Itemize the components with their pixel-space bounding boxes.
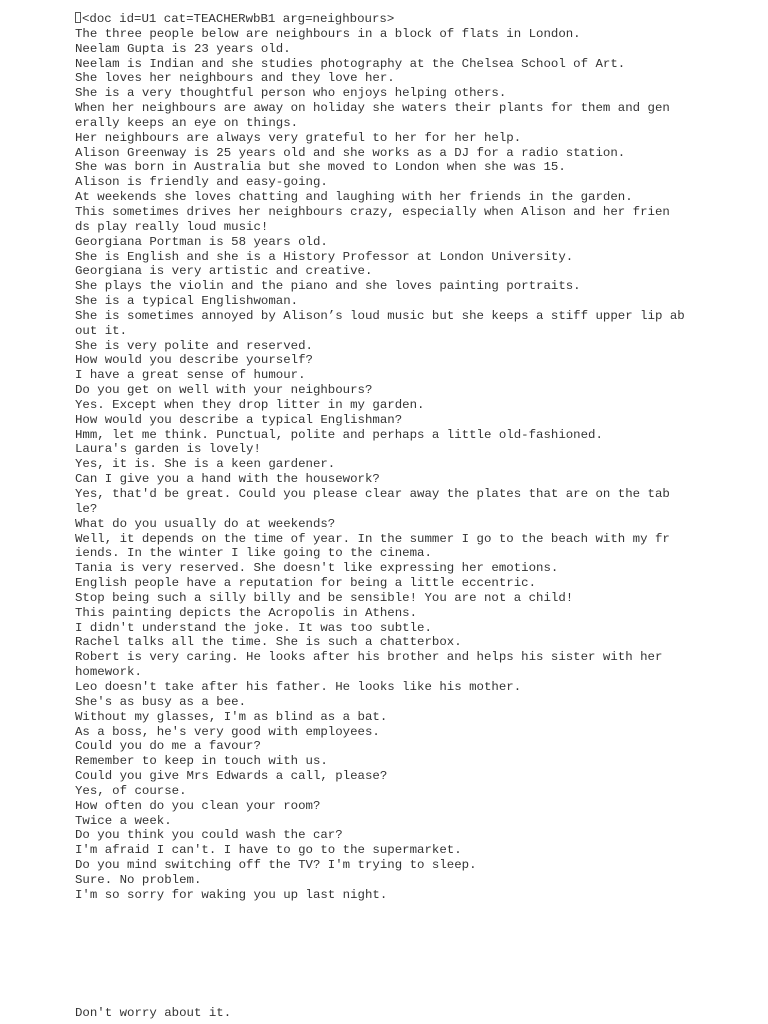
text-line: Without my glasses, I'm as blind as a bat. xyxy=(75,709,388,724)
text-line: Leo doesn't take after his father. He looks like his mother. xyxy=(75,679,522,694)
text-line: Alison Greenway is 25 years old and she works as a DJ for a radio station. xyxy=(75,145,626,160)
text-line: At weekends she loves chatting and laughing with her friends in the garden. xyxy=(75,190,633,205)
text-line: English people have a reputation for being a little eccentric. xyxy=(75,576,537,591)
text-line: She is English and she is a History Professor at London University. xyxy=(75,249,574,264)
text-line: Could you give Mrs Edwards a call, please? xyxy=(75,769,388,784)
doc-header-line xyxy=(75,12,695,27)
text-line: She loves her neighbours and they love her. xyxy=(75,71,395,86)
text-line: ds play really loud music! xyxy=(75,219,269,234)
text-line: Well, it depends on the time of year. In the summer I go to the beach with my fr xyxy=(75,531,670,546)
text-line: When her neighbours are away on holiday she waters their plants for them and gen xyxy=(75,101,670,116)
text-line: This painting depicts the Acropolis in Athens. xyxy=(75,605,418,620)
document-text xyxy=(75,12,695,903)
text-line: She was born in Australia but she moved to London when she was 15. xyxy=(75,160,566,175)
text-line: She is a typical Englishwoman. xyxy=(75,294,299,309)
text-line: Stop being such a silly billy and be sensible! You are not a child! xyxy=(75,590,574,605)
text-line: Do you get on well with your neighbours? xyxy=(75,383,373,398)
text-line: Yes, that'd be great. Could you please clear away the plates that are on the tab xyxy=(75,487,670,501)
text-line: le? xyxy=(75,501,98,516)
missing-glyph-icon xyxy=(75,12,81,23)
doc-header: <doc id=U1 cat=TEACHERwbB1 arg=neighbours> xyxy=(82,12,395,26)
text-line: As a boss, he's very good with employees. xyxy=(75,724,380,739)
text-line: She is a very thoughtful person who enjoys helping others. xyxy=(75,86,507,101)
text-line: Twice a week. xyxy=(75,813,172,828)
text-line: This sometimes drives her neighbours crazy, especially when Alison and her frien xyxy=(75,204,670,219)
text-line: Laura's garden is lovely! xyxy=(75,442,261,457)
text-line: I didn't understand the joke. It was too subtle. xyxy=(75,620,432,635)
footer-line: Don't worry about it. xyxy=(75,1006,232,1020)
text-line: Sure. No problem. xyxy=(75,872,202,887)
text-line: Robert is very caring. He looks after his brother and helps his sister with her xyxy=(75,650,663,665)
text-line: She is very polite and reserved. xyxy=(75,338,313,353)
text-line: Do you mind switching off the TV? I'm trying to sleep. xyxy=(75,858,477,873)
text-line: How would you describe a typical Englishman? xyxy=(75,412,403,427)
text-line: Can I give you a hand with the housework? xyxy=(75,472,380,487)
text-line: Do you think you could wash the car? xyxy=(75,828,343,843)
text-line: Alison is friendly and easy-going. xyxy=(75,175,328,190)
text-line: Yes, it is. She is a keen gardener. xyxy=(75,457,336,472)
text-lines xyxy=(75,27,695,903)
text-line: Tania is very reserved. She doesn't like expressing her emotions. xyxy=(75,561,559,576)
text-line: How often do you clean your room? xyxy=(75,798,321,813)
text-line: Yes, of course. xyxy=(75,783,187,798)
text-line: Yes. Except when they drop litter in my garden. xyxy=(75,397,425,412)
text-line: iends. In the winter I like going to the cinema. xyxy=(75,546,432,561)
text-line: Could you do me a favour? xyxy=(75,739,261,754)
text-line: Remember to keep in touch with us. xyxy=(75,754,328,769)
text-line: Georgiana Portman is 58 years old. xyxy=(75,234,328,249)
text-line: Rachel talks all the time. She is such a chatterbox. xyxy=(75,635,462,650)
text-line: What do you usually do at weekends? xyxy=(75,516,336,531)
text-line: Georgiana is very artistic and creative. xyxy=(75,264,373,279)
text-line: Her neighbours are always very grateful to her for her help. xyxy=(75,130,522,145)
text-line: How would you describe yourself? xyxy=(75,353,313,368)
text-line: She is sometimes annoyed by Alison’s loud music but she keeps a stiff upper lip ab xyxy=(75,308,685,323)
text-line: Neelam Gupta is 23 years old. xyxy=(75,41,291,56)
text-line: The three people below are neighbours in a block of flats in London. xyxy=(75,26,581,41)
text-line: Hmm, let me think. Punctual, polite and perhaps a little old-fashioned. xyxy=(75,427,603,442)
text-line: She's as busy as a bee. xyxy=(75,694,247,709)
text-line: I'm so sorry for waking you up last night. xyxy=(75,887,388,902)
text-line: She plays the violin and the piano and she loves painting portraits. xyxy=(75,279,581,294)
text-line: homework. xyxy=(75,665,142,680)
text-line: out it. xyxy=(75,323,128,338)
text-line: Neelam is Indian and she studies photography at the Chelsea School of Art. xyxy=(75,56,626,71)
text-line: erally keeps an eye on things. xyxy=(75,115,299,130)
text-line: I'm afraid I can't. I have to go to the supermarket. xyxy=(75,843,462,858)
text-line: I have a great sense of humour. xyxy=(75,368,306,383)
